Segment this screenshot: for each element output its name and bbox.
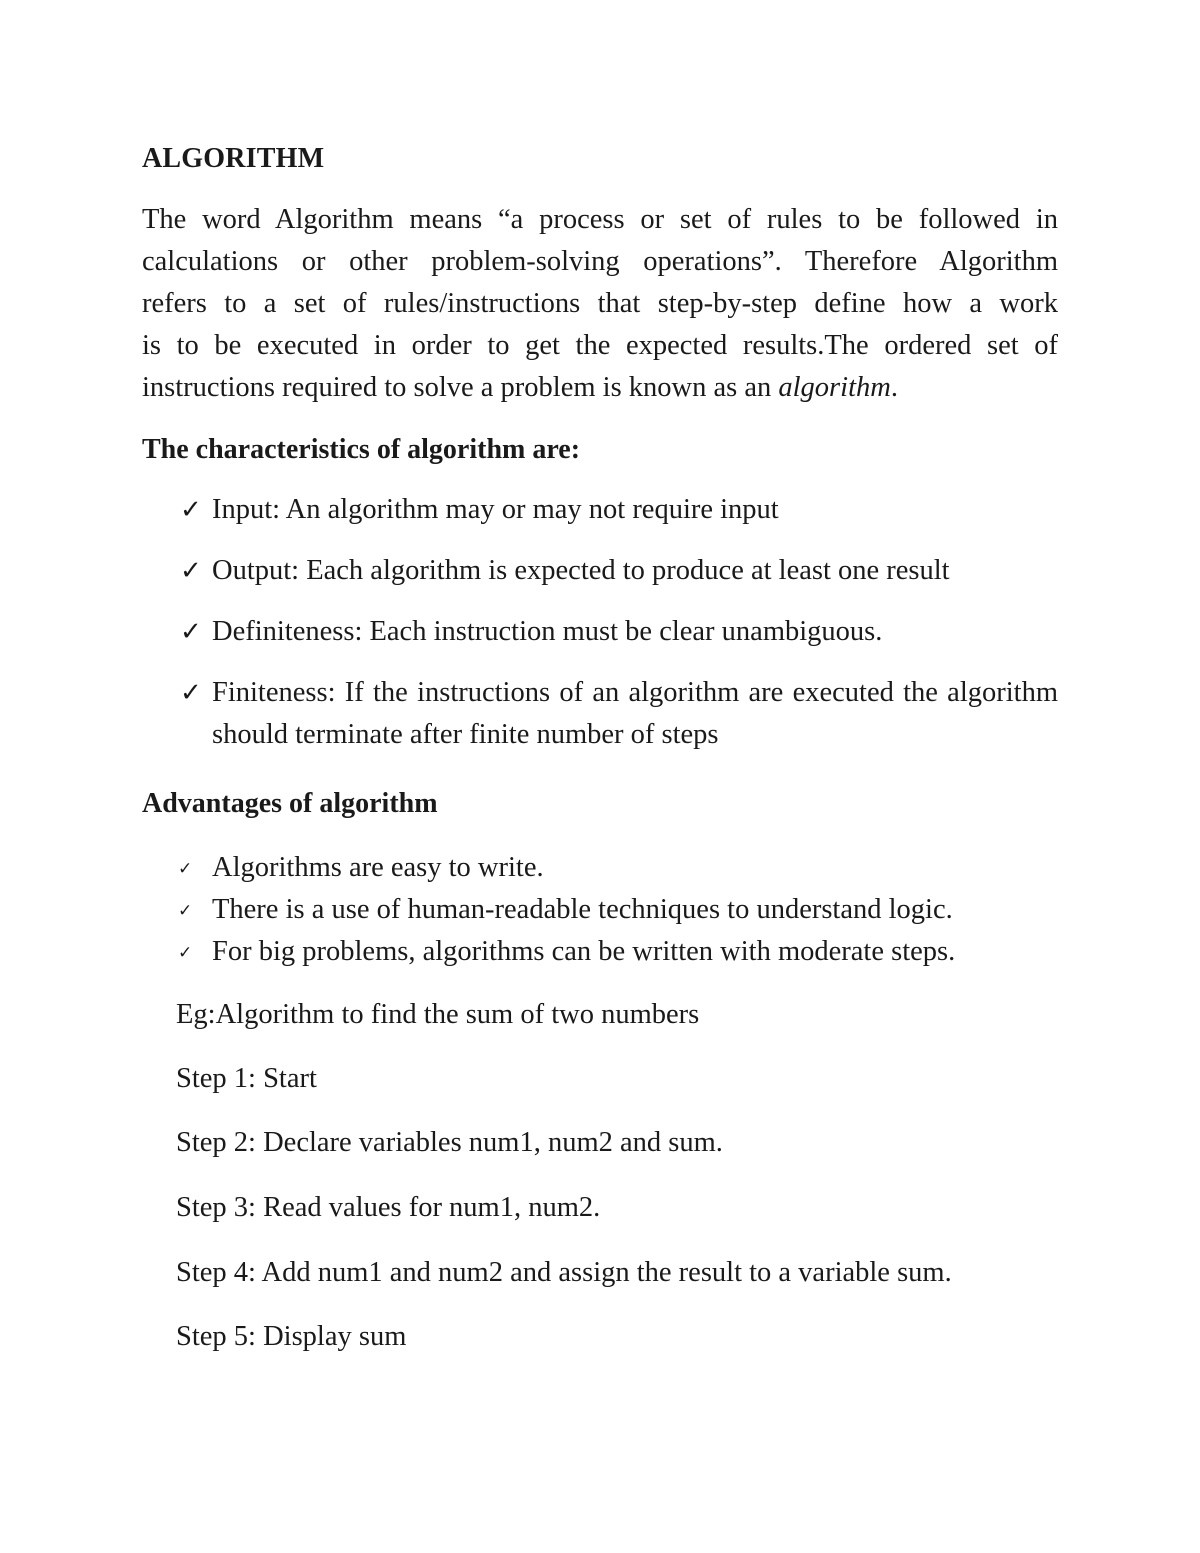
advantage-text: There is a use of human-readable techniques to understand logic.	[212, 894, 953, 925]
advantage-text: Algorithms are easy to write.	[212, 852, 544, 883]
step-item: Step 2: Declare variables num1, num2 and sum.	[176, 1127, 723, 1158]
step-item: Step 5: Display sum	[176, 1321, 407, 1352]
intro-line: The word Algorithm means “a process or set of rules to be followed in	[142, 204, 1058, 235]
check-icon: ✓	[178, 859, 193, 879]
characteristic-text: Definiteness: Each instruction must be clear unambiguous.	[212, 616, 883, 647]
intro-paragraph	[142, 199, 1058, 409]
check-icon: ✓	[180, 617, 202, 647]
check-icon: ✓	[178, 943, 193, 963]
check-icon: ✓	[180, 678, 202, 708]
intro-last-text: instructions required to solve a problem is known as an	[142, 372, 779, 403]
intro-line: calculations or other problem-solving operations”. Therefore Algorithm	[142, 246, 1058, 277]
check-icon: ✓	[180, 495, 202, 525]
intro-period: .	[890, 372, 898, 403]
characteristic-text: Input: An algorithm may or may not require input	[212, 494, 779, 525]
advantages-heading: Advantages of algorithm	[142, 788, 438, 819]
check-icon: ✓	[178, 901, 193, 921]
step-item: Step 1: Start	[176, 1063, 317, 1094]
intro-line: refers to a set of rules/instructions that step-by-step define how a work	[142, 288, 1058, 319]
step-item: Step 4: Add num1 and num2 and assign the result to a variable sum.	[176, 1257, 952, 1288]
intro-line: is to be executed in order to get the expected results.The ordered set of	[142, 330, 1058, 361]
intro-italic-term: algorithm	[778, 372, 891, 403]
check-icon: ✓	[180, 556, 202, 586]
characteristic-text: Output: Each algorithm is expected to produce at least one result	[212, 555, 950, 586]
advantage-text: For big problems, algorithms can be written with moderate steps.	[212, 936, 956, 967]
step-item: Step 3: Read values for num1, num2.	[176, 1192, 601, 1223]
characteristic-text: Finiteness: If the instructions of an algorithm are executed the algorithm should terminate after finite number of steps	[212, 677, 1058, 750]
intro-line	[142, 367, 1058, 409]
characteristics-heading: The characteristics of algorithm are:	[142, 434, 581, 465]
example-label: Eg:Algorithm to find the sum of two numbers	[176, 999, 700, 1030]
page-title: ALGORITHM	[142, 143, 325, 174]
